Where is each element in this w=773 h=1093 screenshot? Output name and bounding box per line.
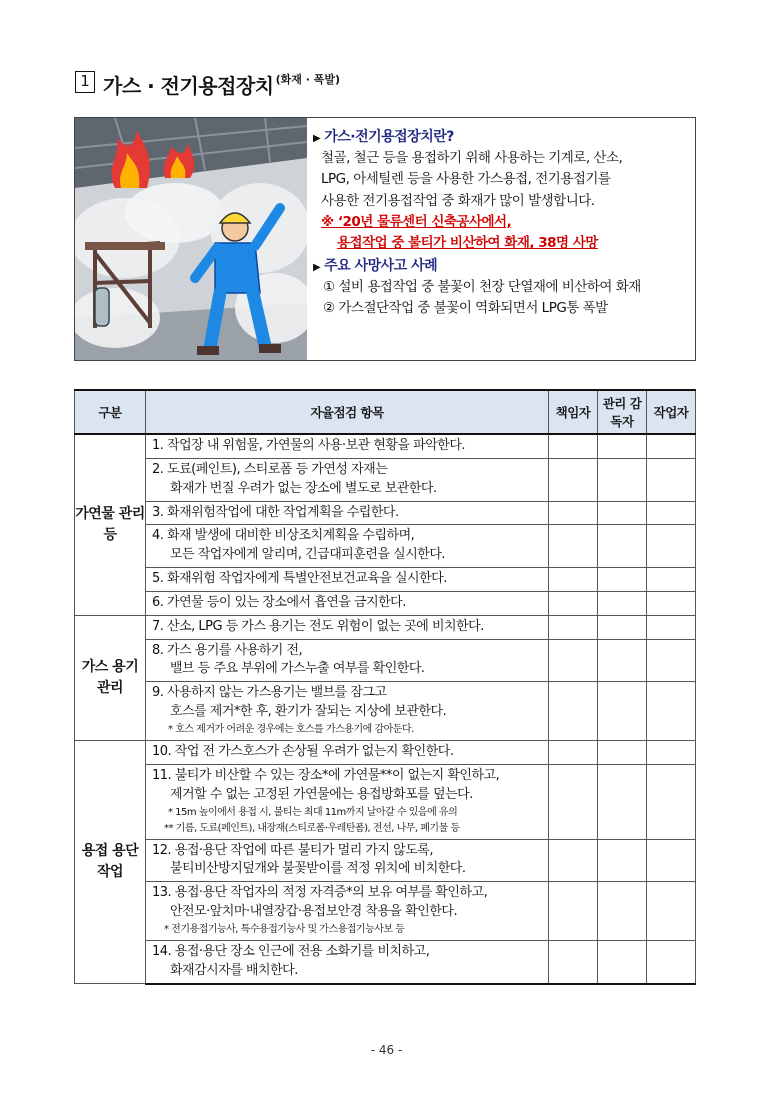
col-header-supervisor: 관리 감독자 xyxy=(598,390,647,434)
worker-check-cell[interactable] xyxy=(647,434,696,458)
supervisor-check-cell[interactable] xyxy=(598,682,647,741)
table-row xyxy=(75,882,696,941)
supervisor-check-cell[interactable] xyxy=(598,434,647,458)
table-row xyxy=(75,591,696,615)
supervisor-check-cell[interactable] xyxy=(598,568,647,592)
table-row xyxy=(75,839,696,882)
worker-check-cell[interactable] xyxy=(647,525,696,568)
footnote: * 15m 높이에서 용접 시, 불티는 최대 11m까지 날아갈 수 있음에 유의 xyxy=(168,806,458,818)
worker-check-cell[interactable] xyxy=(647,940,696,983)
manager-check-cell[interactable] xyxy=(549,501,598,525)
info-box xyxy=(74,117,696,361)
item-cell: 4. 화재 발생에 대비한 비상조치계획을 수립하며, 모든 작업자에게 알리며, 긴급대피훈련을 실시한다. xyxy=(146,525,549,568)
welding-fire-illustration xyxy=(75,118,307,361)
footnote: * 호스 제거가 어려운 경우에는 호스를 가스용기에 감아둔다. xyxy=(168,723,414,735)
table-row xyxy=(75,615,696,639)
worker-check-cell[interactable] xyxy=(647,501,696,525)
table-row xyxy=(75,434,696,458)
section-number: 1 xyxy=(75,71,95,93)
manager-check-cell[interactable] xyxy=(549,940,598,983)
manager-check-cell[interactable] xyxy=(549,682,598,741)
footnote: ** 기름, 도료(페인트), 내장재(스티로폼·우레탄폼), 전선, 나무, 폐기물 등 xyxy=(164,822,460,834)
section-title xyxy=(75,70,340,99)
category-cell: 용접 용단 작업 xyxy=(75,740,146,983)
table-row xyxy=(75,501,696,525)
definition-line: LPG, 아세틸렌 등을 사용한 가스용접, 전기용접기를 xyxy=(321,171,611,188)
page-title: 가스 · 전기용접장치 xyxy=(103,74,274,98)
table-row xyxy=(75,639,696,682)
manager-check-cell[interactable] xyxy=(549,740,598,764)
definition-line: 철골, 철근 등을 용접하기 위해 사용하는 기계로, 산소, xyxy=(321,150,623,167)
manager-check-cell[interactable] xyxy=(549,591,598,615)
worker-check-cell[interactable] xyxy=(647,568,696,592)
item-cell: 13. 용접·용단 작업자의 적정 자격증*의 보유 여부를 확인하고, 안전모·앞치마·내열장갑·용접보안경 착용을 확인한다. * 전기용접기능사, 특수용접기능사 및 가스용접기능사보 등 xyxy=(146,882,549,941)
table-row xyxy=(75,682,696,741)
supervisor-check-cell[interactable] xyxy=(598,764,647,839)
table-row xyxy=(75,940,696,983)
col-header-item: 자율점검 항목 xyxy=(146,390,549,434)
worker-check-cell[interactable] xyxy=(647,639,696,682)
table-row xyxy=(75,525,696,568)
item-cell: 2. 도료(페인트), 스티로폼 등 가연성 자재는 화재가 번질 우려가 없는 장소에 별도로 보관한다. xyxy=(146,458,549,501)
worker-check-cell[interactable] xyxy=(647,764,696,839)
manager-check-cell[interactable] xyxy=(549,525,598,568)
supervisor-check-cell[interactable] xyxy=(598,615,647,639)
item-cell: 3. 화재위험작업에 대한 작업계획을 수립한다. xyxy=(146,501,549,525)
case-item: ② 가스절단작업 중 불꽃이 역화되면서 LPG통 폭발 xyxy=(323,300,608,317)
manager-check-cell[interactable] xyxy=(549,764,598,839)
supervisor-check-cell[interactable] xyxy=(598,525,647,568)
item-cell: 5. 화재위험 작업자에게 특별안전보건교육을 실시한다. xyxy=(146,568,549,592)
table-row xyxy=(75,740,696,764)
supervisor-check-cell[interactable] xyxy=(598,940,647,983)
page-subtitle: (화재 · 폭발) xyxy=(275,73,340,86)
item-cell: 9. 사용하지 않는 가스용기는 밸브를 잠그고 호스를 제거*한 후, 환기가 잘되는 지상에 보관한다. * 호스 제거가 어려운 경우에는 호스를 가스용기에 감아둔다. xyxy=(146,682,549,741)
info-text xyxy=(313,126,693,320)
worker-check-cell[interactable] xyxy=(647,458,696,501)
worker-check-cell[interactable] xyxy=(647,591,696,615)
supervisor-check-cell[interactable] xyxy=(598,882,647,941)
incident-line: 용접작업 중 불티가 비산하여 화재, 38명 사망 xyxy=(337,235,598,252)
item-cell: 11. 불티가 비산할 수 있는 장소*에 가연물**이 없는지 확인하고, 제거할 수 없는 고정된 가연물에는 용접방화포를 덮는다. * 15m 높이에서 용접 시, 불티는 최대 11m까지 날아갈 수 있음에 유의 ** 기름, 도료(페인트), 내장재(스티로폼·우레탄폼), 전선, 나무, 폐기물 등 xyxy=(146,764,549,839)
definition-heading: ▶ 가스·전기용접장치란? xyxy=(313,129,454,145)
manager-check-cell[interactable] xyxy=(549,458,598,501)
col-header-worker: 작업자 xyxy=(647,390,696,434)
triangle-bullet-icon: ▶ xyxy=(313,261,321,273)
footnote: * 전기용접기능사, 특수용접기능사 및 가스용접기능사보 등 xyxy=(164,923,405,935)
col-header-category: 구분 xyxy=(75,390,146,434)
worker-check-cell[interactable] xyxy=(647,839,696,882)
table-header-row xyxy=(75,390,696,434)
item-cell: 12. 용접·용단 작업에 따른 불티가 멀리 가지 않도록, 불티비산방지덮개와 불꽃받이를 적정 위치에 비치한다. xyxy=(146,839,549,882)
item-cell: 8. 가스 용기를 사용하기 전, 밸브 등 주요 부위에 가스누출 여부를 확인한다. xyxy=(146,639,549,682)
worker-check-cell[interactable] xyxy=(647,882,696,941)
item-cell: 6. 가연물 등이 있는 장소에서 흡연을 금지한다. xyxy=(146,591,549,615)
case-item: ① 설비 용접작업 중 불꽃이 천장 단열재에 비산하여 화재 xyxy=(323,278,641,295)
table-row xyxy=(75,458,696,501)
manager-check-cell[interactable] xyxy=(549,882,598,941)
item-cell: 14. 용접·용단 장소 인근에 전용 소화기를 비치하고, 화재감시자를 배치한다. xyxy=(146,940,549,983)
item-cell: 7. 산소, LPG 등 가스 용기는 전도 위험이 없는 곳에 비치한다. xyxy=(146,615,549,639)
table-row xyxy=(75,764,696,839)
checklist-table xyxy=(74,389,696,985)
worker-check-cell[interactable] xyxy=(647,615,696,639)
manager-check-cell[interactable] xyxy=(549,615,598,639)
supervisor-check-cell[interactable] xyxy=(598,501,647,525)
supervisor-check-cell[interactable] xyxy=(598,591,647,615)
supervisor-check-cell[interactable] xyxy=(598,839,647,882)
page-number: - 46 - xyxy=(370,1043,403,1057)
manager-check-cell[interactable] xyxy=(549,568,598,592)
item-cell: 10. 작업 전 가스호스가 손상될 우려가 없는지 확인한다. xyxy=(146,740,549,764)
manager-check-cell[interactable] xyxy=(549,639,598,682)
category-cell: 가연물 관리 등 xyxy=(75,434,146,615)
definition-line: 사용한 전기용접작업 중 화재가 많이 발생합니다. xyxy=(321,192,595,209)
supervisor-check-cell[interactable] xyxy=(598,458,647,501)
triangle-bullet-icon: ▶ xyxy=(313,133,321,144)
worker-check-cell[interactable] xyxy=(647,740,696,764)
supervisor-check-cell[interactable] xyxy=(598,639,647,682)
item-cell: 1. 작업장 내 위험물, 가연물의 사용·보관 현황을 파악한다. xyxy=(146,434,549,458)
manager-check-cell[interactable] xyxy=(549,839,598,882)
incident-line: ※ ‘20년 물류센터 신축공사에서, xyxy=(321,214,512,231)
table-row xyxy=(75,568,696,592)
category-cell: 가스 용기 관리 xyxy=(75,615,146,740)
manager-check-cell[interactable] xyxy=(549,434,598,458)
col-header-manager: 책임자 xyxy=(549,390,598,434)
cases-heading: ▶ 주요 사망사고 사례 xyxy=(313,257,438,274)
supervisor-check-cell[interactable] xyxy=(598,740,647,764)
worker-check-cell[interactable] xyxy=(647,682,696,741)
